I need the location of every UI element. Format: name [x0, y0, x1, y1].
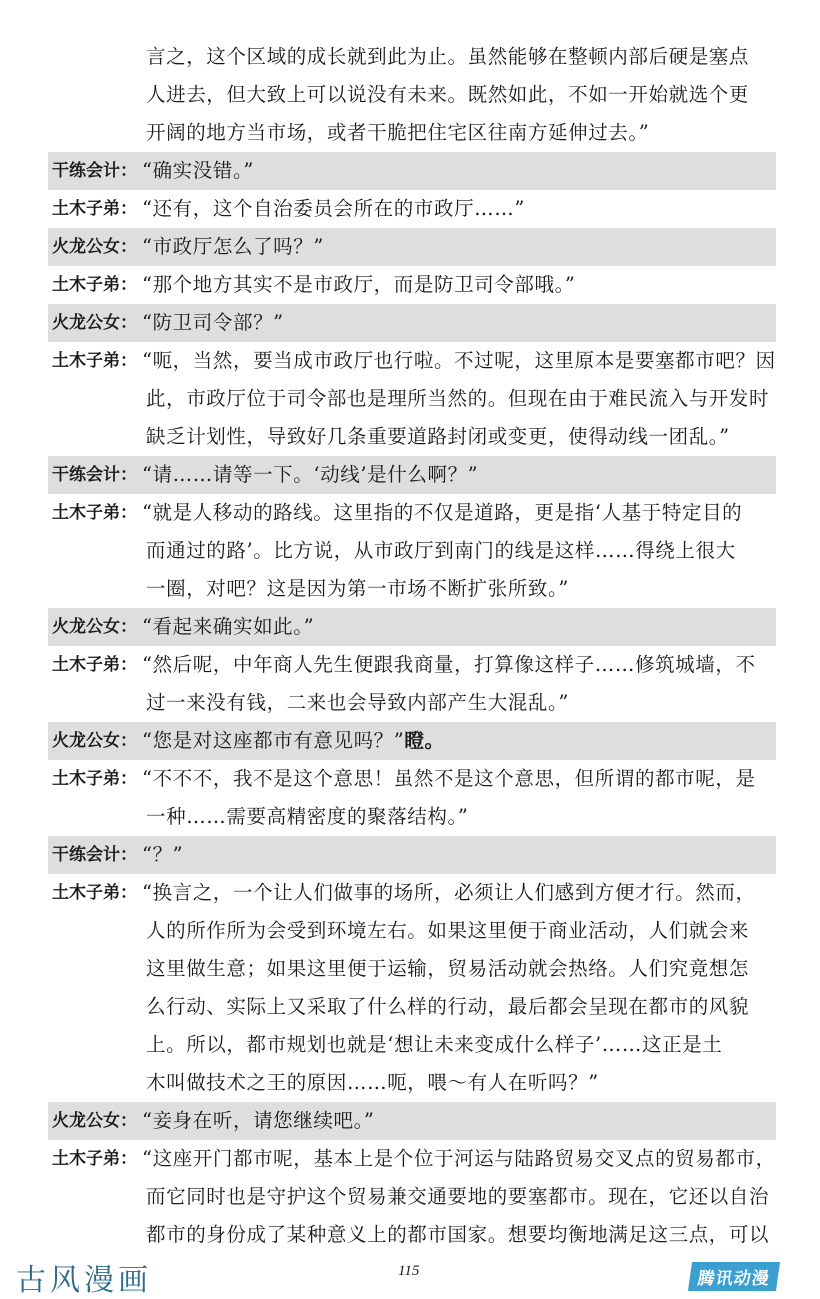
dialogue-text-content: “然后呢，中年商人先生便跟我商量，打算像这样子……修筑城墙，不	[142, 653, 756, 676]
dialogue-text	[48, 114, 776, 152]
dialogue-text	[142, 1140, 776, 1178]
dialogue-continuation-line	[48, 684, 776, 722]
dialogue-text-content: “市政厅怎么了吗？”	[142, 235, 324, 258]
dialogue-text	[48, 76, 776, 114]
dialogue-text	[48, 570, 776, 608]
dialogue-text-content: 人的所作所为会受到环境左右。如果这里便于商业活动，人们就会来	[146, 919, 750, 942]
dialogue-text	[48, 1064, 776, 1102]
dialogue-block	[48, 38, 776, 1254]
action-note: 瞪。	[404, 729, 445, 752]
dialogue-text	[142, 304, 776, 342]
dialogue-text	[142, 152, 776, 190]
page-number: 115	[398, 1263, 420, 1279]
dialogue-text-content: “那个地方其实不是市政厅，而是防卫司令部哦。”	[142, 273, 576, 296]
dialogue-text-content: “请……请等一下。‘动线’是什么啊？”	[142, 463, 479, 486]
dialogue-continuation-line	[48, 570, 776, 608]
dialogue-text	[142, 494, 776, 532]
dialogue-text-content: 木叫做技术之王的原因……呃，喂～有人在听吗？”	[146, 1071, 599, 1094]
dialogue-text-content: 言之，这个区域的成长就到此为止。虽然能够在整顿内部后硬是塞点	[146, 45, 750, 68]
dialogue-line	[48, 190, 776, 228]
dialogue-text-content: 都市的身份成了某种意义上的都市国家。想要均衡地满足这三点，可以	[146, 1223, 770, 1246]
dialogue-continuation-line	[48, 912, 776, 950]
dialogue-text	[142, 1102, 776, 1140]
dialogue-text-content: “？”	[142, 843, 184, 866]
dialogue-line	[48, 456, 776, 494]
dialogue-text	[48, 988, 776, 1026]
dialogue-line	[48, 152, 776, 190]
dialogue-text	[142, 342, 776, 380]
dialogue-continuation-line	[48, 532, 776, 570]
dialogue-text	[142, 190, 776, 228]
dialogue-line	[48, 836, 776, 874]
dialogue-text-content: 这里做生意；如果这里便于运输，贸易活动就会热络。人们究竟想怎	[146, 957, 750, 980]
dialogue-text-content: 缺乏计划性，导致好几条重要道路封闭或变更，使得动线一团乱。”	[146, 425, 730, 448]
dialogue-text-content: 一圈，对吧？这是因为第一市场不断扩张所致。”	[146, 577, 569, 600]
dialogue-text-content: “还有，这个自治委员会所在的市政厅……”	[142, 197, 525, 220]
dialogue-line	[48, 722, 776, 760]
speaker-label: 土木子弟：	[52, 769, 137, 789]
speaker-label: 干练会计：	[52, 845, 137, 865]
dialogue-text	[48, 798, 776, 836]
dialogue-text-content: “这座开门都市呢，基本上是个位于河运与陆路贸易交叉点的贸易都市，	[142, 1147, 776, 1170]
dialogue-text	[48, 1178, 776, 1216]
watermark-logo-right: 腾讯动漫	[688, 1262, 780, 1291]
speaker-label: 土木子弟：	[52, 199, 137, 219]
dialogue-text	[142, 874, 776, 912]
speaker-label: 火龙公女：	[52, 1111, 137, 1131]
dialogue-continuation-line	[48, 1026, 776, 1064]
dialogue-text	[142, 836, 776, 874]
dialogue-continuation-line	[48, 1216, 776, 1254]
dialogue-text-content: “看起来确实如此。”	[142, 615, 315, 638]
dialogue-text	[142, 228, 776, 266]
speaker-label: 干练会计：	[52, 161, 137, 181]
dialogue-text-content: 此，市政厅位于司令部也是理所当然的。但现在由于难民流入与开发时	[146, 387, 770, 410]
dialogue-continuation-line	[48, 798, 776, 836]
dialogue-text-content: “防卫司令部？”	[142, 311, 284, 334]
dialogue-line	[48, 304, 776, 342]
dialogue-text-content: “就是人移动的路线。这里指的不仅是道路，更是指‘人基于特定目的	[142, 501, 743, 524]
dialogue-line	[48, 228, 776, 266]
dialogue-text-content: “您是对这座都市有意见吗？”	[142, 729, 405, 752]
dialogue-continuation-line	[48, 1178, 776, 1216]
dialogue-text	[48, 684, 776, 722]
dialogue-text	[48, 950, 776, 988]
speaker-label: 土木子弟：	[52, 503, 137, 523]
dialogue-text	[142, 608, 776, 646]
dialogue-text	[48, 1026, 776, 1064]
dialogue-text-content: 么行动、实际上又采取了什么样的行动，最后都会呈现在都市的风貌	[146, 995, 750, 1018]
dialogue-text-content: “确实没错。”	[142, 159, 254, 182]
dialogue-continuation-line	[48, 38, 776, 76]
dialogue-text	[48, 380, 776, 418]
dialogue-text	[142, 722, 776, 760]
dialogue-text-content: 上。所以，都市规划也就是‘想让未来变成什么样子’……这正是土	[146, 1033, 723, 1056]
dialogue-line	[48, 1102, 776, 1140]
dialogue-text	[48, 532, 776, 570]
speaker-label: 土木子弟：	[52, 1149, 137, 1169]
dialogue-text	[142, 760, 776, 798]
dialogue-text	[48, 1216, 776, 1254]
dialogue-text-content: “换言之，一个让人们做事的场所，必须让人们感到方便才行。然而，	[142, 881, 756, 904]
speaker-label: 土木子弟：	[52, 883, 137, 903]
speaker-label: 火龙公女：	[52, 617, 137, 637]
dialogue-line	[48, 760, 776, 798]
dialogue-continuation-line	[48, 418, 776, 456]
dialogue-continuation-line	[48, 988, 776, 1026]
dialogue-text-content: “呃，当然，要当成市政厅也行啦。不过呢，这里原本是要塞都市吧？因	[142, 349, 776, 372]
speaker-label: 土木子弟：	[52, 351, 137, 371]
dialogue-line	[48, 266, 776, 304]
dialogue-continuation-line	[48, 114, 776, 152]
watermark-logo-left: 古风漫画	[16, 1263, 152, 1298]
dialogue-text-content: “妾身在听，请您继续吧。”	[142, 1109, 375, 1132]
dialogue-text	[48, 418, 776, 456]
dialogue-text-content: 开阔的地方当市场，或者干脆把住宅区往南方延伸过去。”	[146, 121, 650, 144]
dialogue-continuation-line	[48, 1064, 776, 1102]
dialogue-text-content: 而它同时也是守护这个贸易兼交通要地的要塞都市。现在，它还以自治	[146, 1185, 770, 1208]
dialogue-text-content: “不不不，我不是这个意思！虽然不是这个意思，但所谓的都市呢，是	[142, 767, 756, 790]
dialogue-text-content: 人进去，但大致上可以说没有未来。既然如此，不如一开始就选个更	[146, 83, 750, 106]
dialogue-text-content: 而通过的路’。比方说，从市政厅到南门的线是这样……得绕上很大	[146, 539, 736, 562]
dialogue-text	[142, 646, 776, 684]
speaker-label: 土木子弟：	[52, 275, 137, 295]
speaker-label: 火龙公女：	[52, 313, 137, 333]
dialogue-line	[48, 1140, 776, 1178]
dialogue-text-content: 一种……需要高精密度的聚落结构。”	[146, 805, 469, 828]
dialogue-continuation-line	[48, 380, 776, 418]
dialogue-text-content: 过一来没有钱，二来也会导致内部产生大混乱。”	[146, 691, 569, 714]
dialogue-line	[48, 874, 776, 912]
dialogue-text	[142, 456, 776, 494]
dialogue-continuation-line	[48, 950, 776, 988]
dialogue-text	[48, 38, 776, 76]
dialogue-text	[142, 266, 776, 304]
dialogue-line	[48, 608, 776, 646]
dialogue-text	[48, 912, 776, 950]
dialogue-line	[48, 494, 776, 532]
speaker-label: 干练会计：	[52, 465, 137, 485]
dialogue-line	[48, 646, 776, 684]
speaker-label: 火龙公女：	[52, 731, 137, 751]
speaker-label: 土木子弟：	[52, 655, 137, 675]
dialogue-line	[48, 342, 776, 380]
dialogue-continuation-line	[48, 76, 776, 114]
speaker-label: 火龙公女：	[52, 237, 137, 257]
